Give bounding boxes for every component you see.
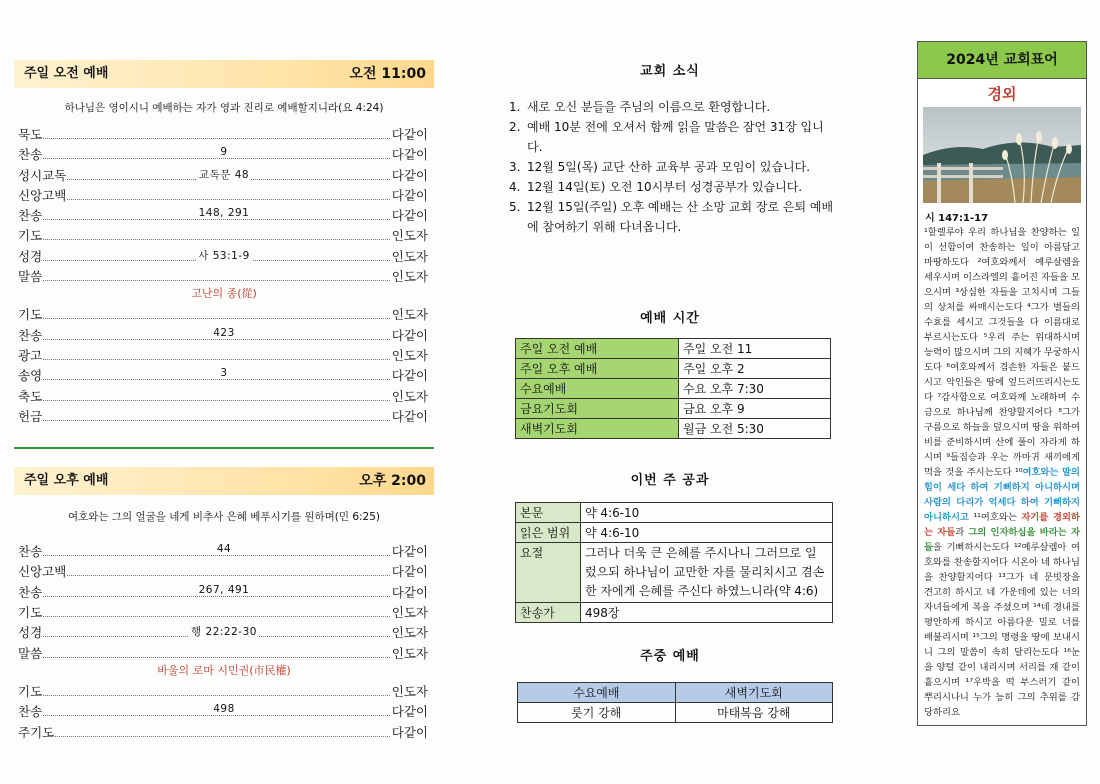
- leader-dots: [18, 219, 398, 220]
- morning-call-verse: 하나님은 영이시니 예배하는 자가 영과 진리로 예배할지니라(요 4:24): [64, 102, 384, 114]
- worship-order-column: [14, 60, 434, 741]
- order-row: [14, 123, 434, 143]
- news-list: [505, 97, 835, 237]
- order-item-name: 기도: [18, 228, 43, 244]
- news-text: 12월 15일(주일) 오후 예배는 산 소망 교회 장로 은퇴 예배에 참여하기 위해 다녀옵니다.: [527, 200, 834, 234]
- motto-panel: [917, 41, 1087, 726]
- order-item-leader: 인도자: [391, 645, 428, 661]
- service-time-row: [516, 339, 831, 359]
- order-row: [14, 364, 434, 384]
- lesson-row: [516, 603, 833, 623]
- service-time: 주일 오후 2: [679, 359, 831, 379]
- order-item-leader: 다같이: [391, 327, 428, 343]
- news-item: [505, 197, 835, 237]
- order-item-detail: 148, 291: [198, 207, 250, 220]
- order-item-name: 찬송: [18, 208, 43, 224]
- order-item-leader: 다같이: [391, 147, 428, 163]
- psalm-text: [924, 225, 1080, 720]
- order-item-leader: 다같이: [391, 408, 428, 424]
- leader-dots: [18, 695, 398, 696]
- service-name: 주일 오전 예배: [516, 339, 679, 359]
- church-info-column: [505, 60, 835, 723]
- lesson-value: 498장: [581, 603, 833, 623]
- order-item-leader: 인도자: [391, 248, 428, 264]
- psalm-part-2: ¹¹여호와는: [968, 512, 1022, 523]
- order-item-leader: 다같이: [391, 127, 428, 142]
- psalm-part-4: 을 기뻐하시는도다 ¹²예루살렘아 여호와를 찬송할지어다 시온아 네 하나님을 찬양할지어다 ¹³그가 네 문빗장을 견고히 하시고 네 가운데에 있는 너의 자녀들에게 복을 주셨으며 ¹⁴네 경내를 평안하게 하시고 아름다운 밀로 너를 배불리시며 ¹⁵그의 명령을 땅에 보내시니 그의 말씀이 속히 달리는도다 ¹⁶눈을 양털 같이 내리시며 서리를 재 같이 흩으시며 ¹⁷우박을 떡 부스러기 같이 뿌리시나니 누가 능히 그의 추위를 감당하리요: [924, 542, 1080, 718]
- order-item-name: 송영: [18, 368, 43, 384]
- psalm-reference: 시 147:1-17: [925, 213, 989, 224]
- order-item-name: 말씀: [18, 645, 43, 661]
- order-item-name: 찬송: [18, 147, 43, 163]
- order-row: [14, 344, 434, 364]
- order-item-detail: 사 53:1-9: [198, 249, 250, 262]
- order-row: [14, 143, 434, 163]
- leader-dots: [18, 555, 398, 556]
- order-item-name: 말씀: [18, 269, 43, 285]
- order-item-leader: 다같이: [391, 544, 428, 560]
- news-title: 교회 소식: [640, 64, 700, 79]
- leader-dots: [18, 736, 398, 737]
- order-row: [14, 184, 434, 204]
- morning-order-list-a: [14, 123, 434, 285]
- afternoon-sermon-title: 바울의 로마 시민권(市民權): [157, 663, 291, 677]
- morning-service-title: 주일 오전 예배: [24, 66, 109, 81]
- order-item-name: 찬송: [18, 704, 43, 720]
- order-item-leader: 인도자: [391, 347, 428, 363]
- order-item-detail-wrap: [14, 327, 434, 339]
- order-item-leader: 다같이: [391, 167, 428, 183]
- leader-dots: [18, 239, 398, 240]
- order-row: [14, 265, 434, 285]
- order-item-name: 성경: [18, 625, 43, 641]
- lesson-row: [516, 523, 833, 543]
- news-item: [505, 97, 835, 117]
- order-item-name: 성경: [18, 248, 43, 264]
- leader-dots: [18, 318, 398, 319]
- order-row: [14, 405, 434, 425]
- order-item-detail-wrap: [14, 584, 434, 596]
- order-item-name: 광고: [18, 347, 43, 363]
- order-row: [14, 204, 434, 224]
- service-time: 월금 오전 5:30: [679, 419, 831, 439]
- order-item-detail: 교독문 48: [198, 168, 250, 181]
- order-item-detail: 44: [216, 543, 232, 556]
- service-time-row: [516, 359, 831, 379]
- landscape-photo-image: [923, 107, 1081, 203]
- section-divider: [14, 447, 434, 449]
- order-row: [14, 245, 434, 265]
- order-row: [14, 721, 434, 741]
- service-time-row: [516, 399, 831, 419]
- psalm-part-1: ¹할렐루야 우리 하나님을 찬양하는 일이 선함이여 찬송하는 일이 아름답고 마땅하도다 ²여호와께서 예루살렘을 세우시며 이스라엘의 흩어진 자들을 모으시며 ³상심한 자들을 고치시며 그들의 상처를 싸매시는도다 ⁴그가 별들의 수효를 세시고 그것들을 다 이름대로 부르시는도다 ⁵우리 주는 위대하시며 능력이 많으시며 그의 지혜가 무궁하시도다 ⁶여호와께서 겸손한 자들은 붙드시고 악인들은 땅에 엎드러뜨리시는도다 ⁷감사함으로 여호와께 노래하며 수금으로 하나님께 찬양할지어다 ⁸그가 구름으로 하늘을 덮으시며 땅을 위하여 비를 준비하시며 산에 풀이 자라게 하시며 ⁹들짐승과 우는 까마귀 새끼에게 먹을 것을 주시는도다 ¹⁰: [924, 227, 1080, 478]
- motto-banner: 2024년 교회표어: [918, 42, 1086, 79]
- order-item-detail-wrap: [14, 146, 434, 158]
- order-item-name: 기도: [18, 307, 43, 323]
- order-item-name: 주기도: [18, 724, 55, 740]
- news-number: 1.: [509, 100, 521, 114]
- news-text: 새로 오신 분들을 주님의 이름으로 환영합니다.: [527, 100, 771, 114]
- weekday-value-dawn: 마태복음 강해: [675, 703, 833, 723]
- service-name: 새벽기도회: [516, 419, 679, 439]
- order-item-leader: 다같이: [391, 564, 428, 580]
- news-number: 5.: [509, 200, 521, 214]
- order-item-name: 헌금: [18, 408, 43, 424]
- order-item-leader: 인도자: [391, 269, 428, 285]
- order-item-detail: 9: [220, 146, 228, 159]
- order-item-leader: 다같이: [391, 368, 428, 384]
- service-name: 수요예배: [516, 379, 679, 399]
- news-text: 12월 14일(토) 오전 10시부터 성경공부가 있습니다.: [527, 180, 803, 194]
- leader-dots: [18, 359, 398, 360]
- order-item-leader: 다같이: [391, 187, 428, 203]
- order-item-leader: 다같이: [391, 584, 428, 600]
- landscape-photo: [923, 107, 1081, 203]
- order-row: [14, 224, 434, 244]
- order-row: [14, 560, 434, 580]
- service-time: 주일 오전 11: [679, 339, 831, 359]
- order-item-name: 찬송: [18, 327, 43, 343]
- news-text: 12월 5일(목) 교단 산하 교육부 공과 모임이 있습니다.: [527, 160, 811, 174]
- leader-dots: [18, 420, 398, 421]
- afternoon-service-title: 주일 오후 예배: [24, 473, 109, 489]
- lesson-label: 읽은 범위: [516, 523, 581, 543]
- news-item: [505, 117, 835, 157]
- weekday-header-dawn: 새벽기도회: [675, 683, 833, 703]
- order-row: [14, 164, 434, 184]
- lesson-value: 약 4:6-10: [581, 523, 833, 543]
- news-number: 2.: [509, 120, 521, 134]
- order-item-name: 축도: [18, 388, 43, 404]
- leader-dots: [18, 400, 398, 401]
- motto-word: 경외: [987, 85, 1017, 103]
- afternoon-call-verse: 여호와는 그의 얼굴을 네게 비추사 은혜 베푸시기를 원하며(민 6:25): [67, 511, 381, 524]
- order-item-name: 찬송: [18, 544, 43, 560]
- leader-dots: [18, 158, 398, 159]
- news-number: 4.: [509, 180, 521, 194]
- times-title: 예배 시간: [640, 311, 700, 326]
- psalm-highlight-green: 그의 인자하심을 바라는 자들: [924, 527, 1081, 553]
- lesson-row: [516, 503, 833, 523]
- morning-service-time: 오전 11:00: [349, 66, 426, 82]
- service-name: 금요기도회: [516, 399, 679, 419]
- order-row: [14, 680, 434, 700]
- weekday-services-table: [517, 682, 833, 723]
- psalm-highlight-red: 자기를 경외하는 자들: [924, 512, 1080, 538]
- leader-dots: [18, 379, 398, 380]
- leader-dots: [18, 339, 398, 340]
- order-item-name: 찬송: [18, 584, 43, 600]
- order-item-leader: 다같이: [391, 208, 428, 224]
- lesson-table: [515, 502, 833, 623]
- order-item-leader: 인도자: [391, 388, 428, 404]
- order-item-leader: 인도자: [391, 605, 428, 621]
- lesson-label: 찬송가: [516, 603, 581, 623]
- order-row: [14, 581, 434, 601]
- order-row: [14, 324, 434, 344]
- afternoon-order-list-b: [14, 680, 434, 741]
- order-item-name: 묵도: [18, 127, 43, 142]
- morning-order-list-b: [14, 303, 434, 425]
- order-row: [14, 540, 434, 560]
- order-item-detail-wrap: [14, 624, 434, 639]
- order-item-detail-wrap: [14, 248, 434, 263]
- service-name: 주일 오후 예배: [516, 359, 679, 379]
- order-row: [14, 601, 434, 621]
- order-item-name: 신앙고백: [18, 187, 67, 203]
- leader-dots: [18, 280, 398, 281]
- order-item-leader: 다같이: [391, 724, 428, 740]
- order-item-detail: 행 22:22-30: [191, 626, 257, 639]
- leader-dots: [18, 138, 398, 139]
- news-text: 예배 10분 전에 오셔서 함께 읽을 말씀은 잠언 31장 입니다.: [527, 120, 824, 154]
- order-row: [14, 642, 434, 662]
- weekday-value-wed: 룻기 강해: [518, 703, 676, 723]
- order-item-detail-wrap: [14, 703, 434, 715]
- order-item-leader: 다같이: [391, 704, 428, 720]
- order-item-name: 신앙고백: [18, 564, 67, 580]
- news-item: [505, 157, 835, 177]
- lesson-title: 이번 주 공과: [630, 473, 710, 488]
- psalm-part-3: 과: [955, 527, 969, 538]
- news-item: [505, 177, 835, 197]
- morning-service-header: [14, 60, 434, 88]
- psalm-highlight-blue: 여호와는 말의 힘이 세다 하여 기뻐하지 아니하시며 사람의 다리가 억세다 하여 기뻐하지 아니하시고: [924, 467, 1080, 523]
- order-row: [14, 700, 434, 720]
- order-item-leader: 인도자: [391, 625, 428, 641]
- order-item-name: 성시교독: [18, 167, 67, 183]
- order-row: [14, 385, 434, 405]
- afternoon-service-time: 오후 2:00: [359, 473, 426, 490]
- order-item-leader: 인도자: [391, 307, 428, 323]
- service-time: 수요 오후 7:30: [679, 379, 831, 399]
- lesson-value: 그러나 더욱 큰 은혜를 주시나니 그러므로 일렀으되 하나님이 교만한 자를 물리치시고 겸손한 자에게 은혜를 주신다 하였느니라(약 4:6): [581, 543, 833, 603]
- order-item-detail-wrap: [14, 367, 434, 379]
- service-times-table: [515, 338, 831, 439]
- order-item-detail: 3: [220, 367, 228, 380]
- morning-sermon-title: 고난의 종(從): [191, 287, 257, 301]
- afternoon-order-list-a: [14, 540, 434, 662]
- order-row: [14, 303, 434, 323]
- service-time-row: [516, 419, 831, 439]
- order-item-detail-wrap: [14, 543, 434, 555]
- news-number: 3.: [509, 160, 521, 174]
- lesson-row: [516, 543, 833, 603]
- service-time-row: [516, 379, 831, 399]
- leader-dots: [18, 616, 398, 617]
- order-item-name: 기도: [18, 683, 43, 699]
- leader-dots: [18, 657, 398, 658]
- weekday-header-wed: 수요예배: [518, 683, 676, 703]
- order-item-detail: 267, 491: [198, 583, 250, 596]
- order-item-leader: 인도자: [391, 683, 428, 699]
- service-time: 금요 오후 9: [679, 399, 831, 419]
- order-item-detail: 498: [213, 703, 235, 716]
- leader-dots: [18, 575, 398, 576]
- order-item-detail-wrap: [14, 167, 434, 182]
- lesson-label: 요절: [516, 543, 581, 603]
- weekday-title: 주중 예배: [640, 649, 700, 664]
- order-item-name: 기도: [18, 605, 43, 621]
- order-item-detail-wrap: [14, 207, 434, 219]
- lesson-label: 본문: [516, 503, 581, 523]
- leader-dots: [18, 596, 398, 597]
- order-item-detail: 423: [213, 326, 235, 339]
- afternoon-service-header: [14, 467, 434, 495]
- order-item-leader: 인도자: [391, 228, 428, 244]
- order-row: [14, 621, 434, 641]
- lesson-value: 약 4:6-10: [581, 503, 833, 523]
- leader-dots: [18, 199, 398, 200]
- leader-dots: [18, 715, 398, 716]
